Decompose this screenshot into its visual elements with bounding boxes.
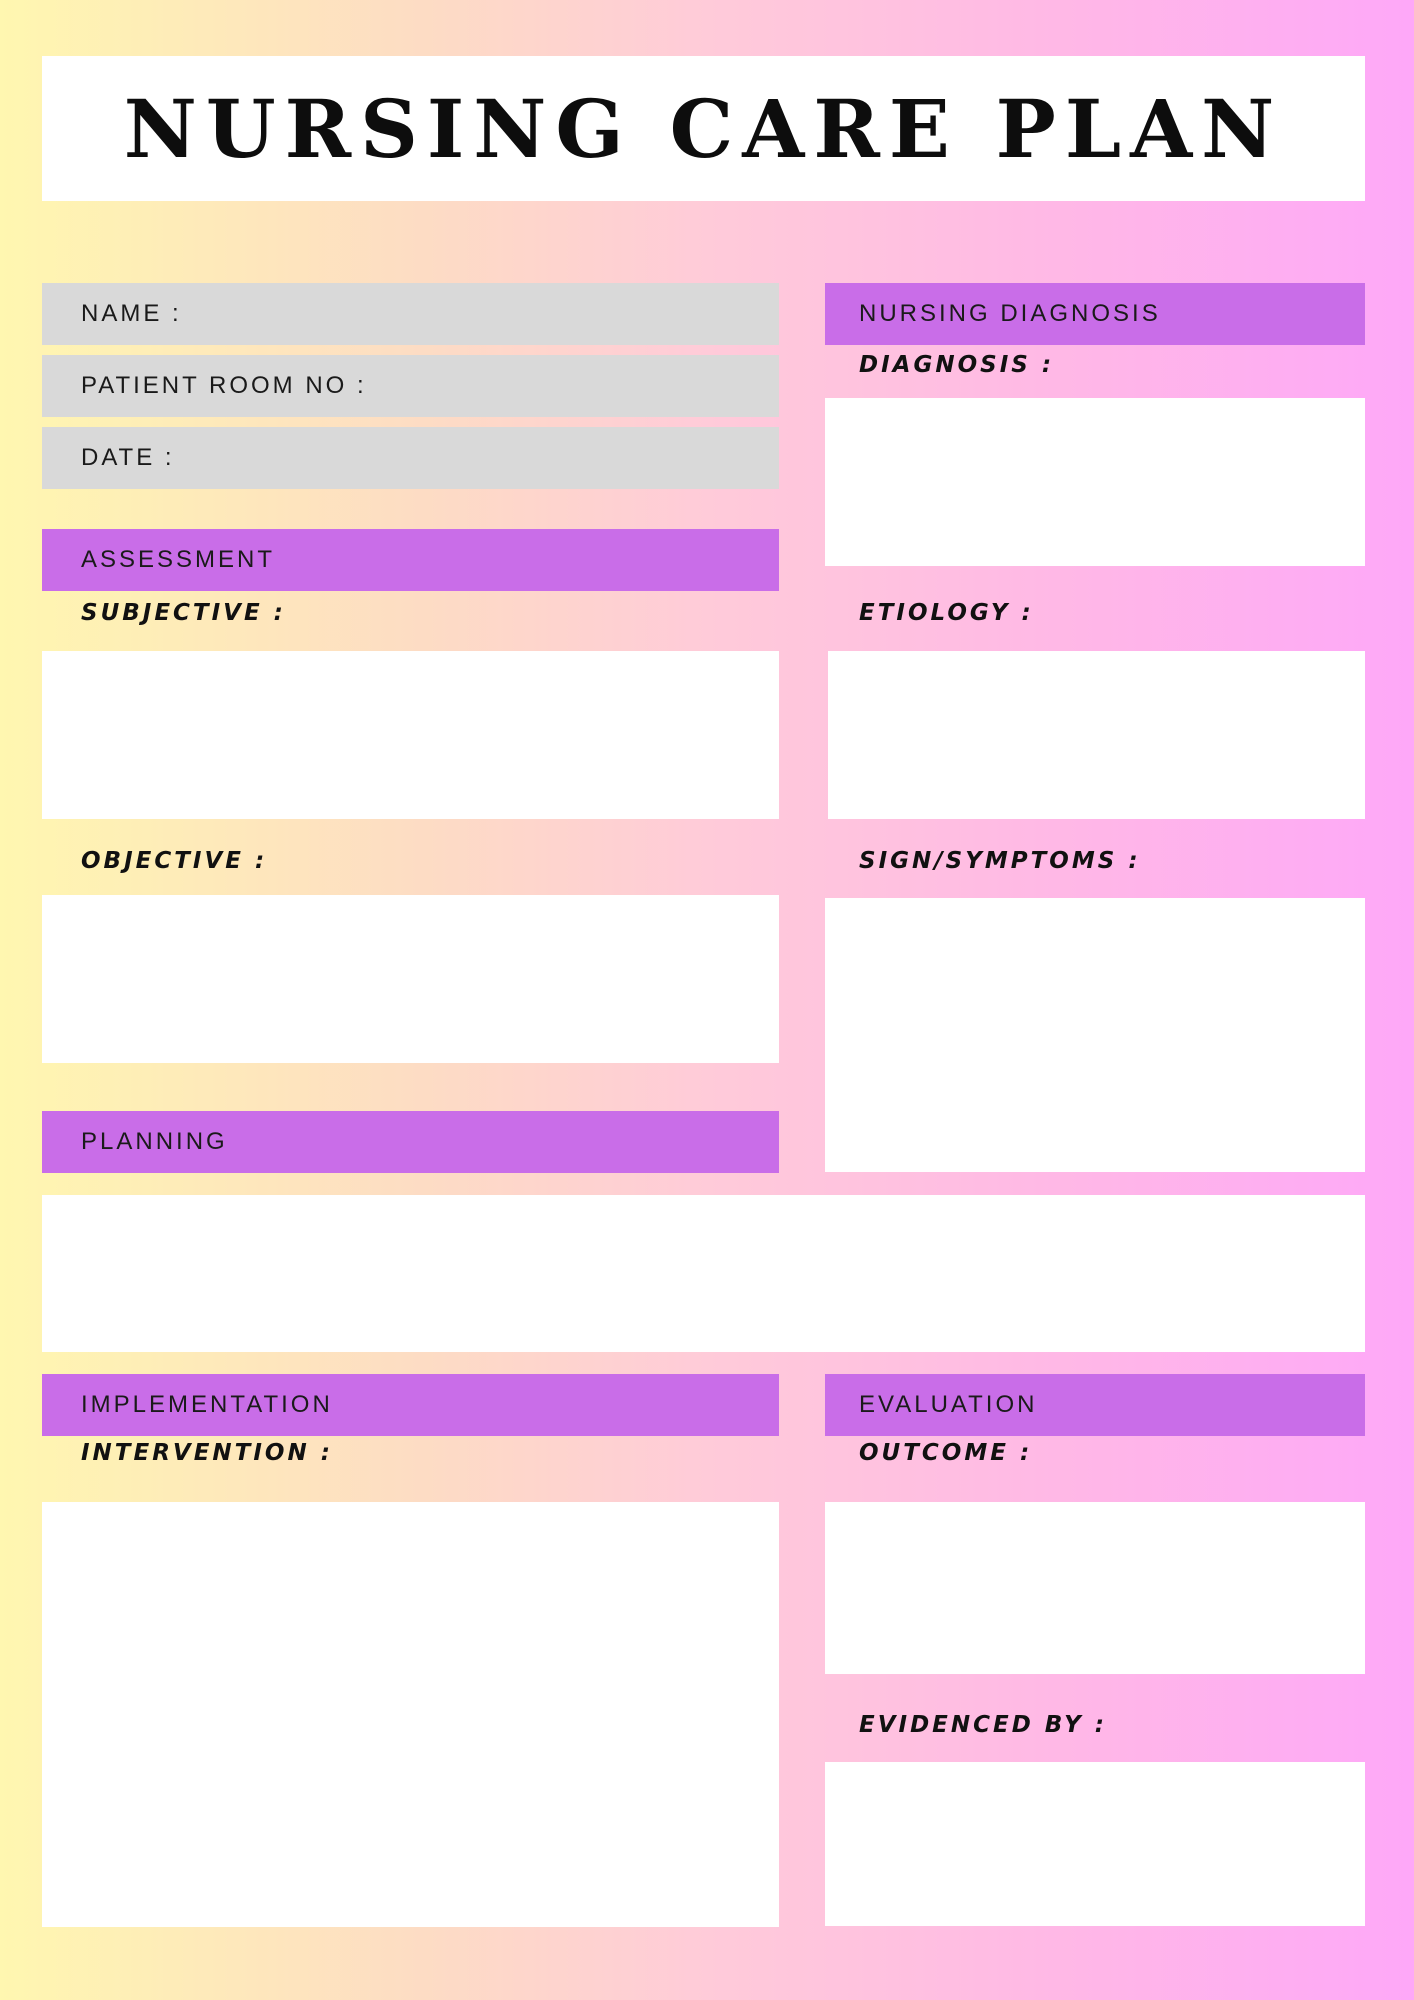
room-field[interactable] [42,355,779,417]
planning-header [42,1111,779,1173]
intervention-box[interactable] [42,1502,779,1927]
name-field[interactable] [42,283,779,345]
nursing-diagnosis-header [825,283,1365,345]
title-banner [42,56,1365,201]
signs-box[interactable] [825,898,1365,1172]
assessment-header [42,529,779,591]
planning-heading: PLANNING [81,1128,228,1155]
etiology-label: ETIOLOGY : [859,600,1034,626]
objective-label: OBJECTIVE : [81,848,268,874]
assessment-heading: ASSESSMENT [81,546,276,573]
implementation-header [42,1374,779,1436]
evidenced-by-label: EVIDENCED BY : [859,1712,1107,1738]
etiology-box[interactable] [828,651,1365,819]
intervention-label: INTERVENTION : [81,1440,333,1466]
name-label: NAME : [81,300,182,327]
diagnosis-box[interactable] [825,398,1365,566]
objective-box[interactable] [42,895,779,1063]
date-field[interactable] [42,427,779,489]
subjective-label: SUBJECTIVE : [81,600,286,626]
date-label: DATE : [81,444,175,471]
evaluation-heading: EVALUATION [859,1391,1038,1418]
planning-box[interactable] [42,1195,1365,1352]
outcome-label: OUTCOME : [859,1440,1033,1466]
room-label: PATIENT ROOM NO : [81,372,367,399]
nursing-diagnosis-heading: NURSING DIAGNOSIS [859,300,1161,327]
subjective-box[interactable] [42,651,779,819]
diagnosis-label: DIAGNOSIS : [859,352,1055,378]
page-title: NURSING CARE PLAN [123,81,1284,176]
evaluation-header [825,1374,1365,1436]
implementation-heading: IMPLEMENTATION [81,1391,333,1418]
outcome-box[interactable] [825,1502,1365,1674]
signs-label: SIGN/SYMPTOMS : [859,848,1141,874]
evidenced-by-box[interactable] [825,1762,1365,1926]
